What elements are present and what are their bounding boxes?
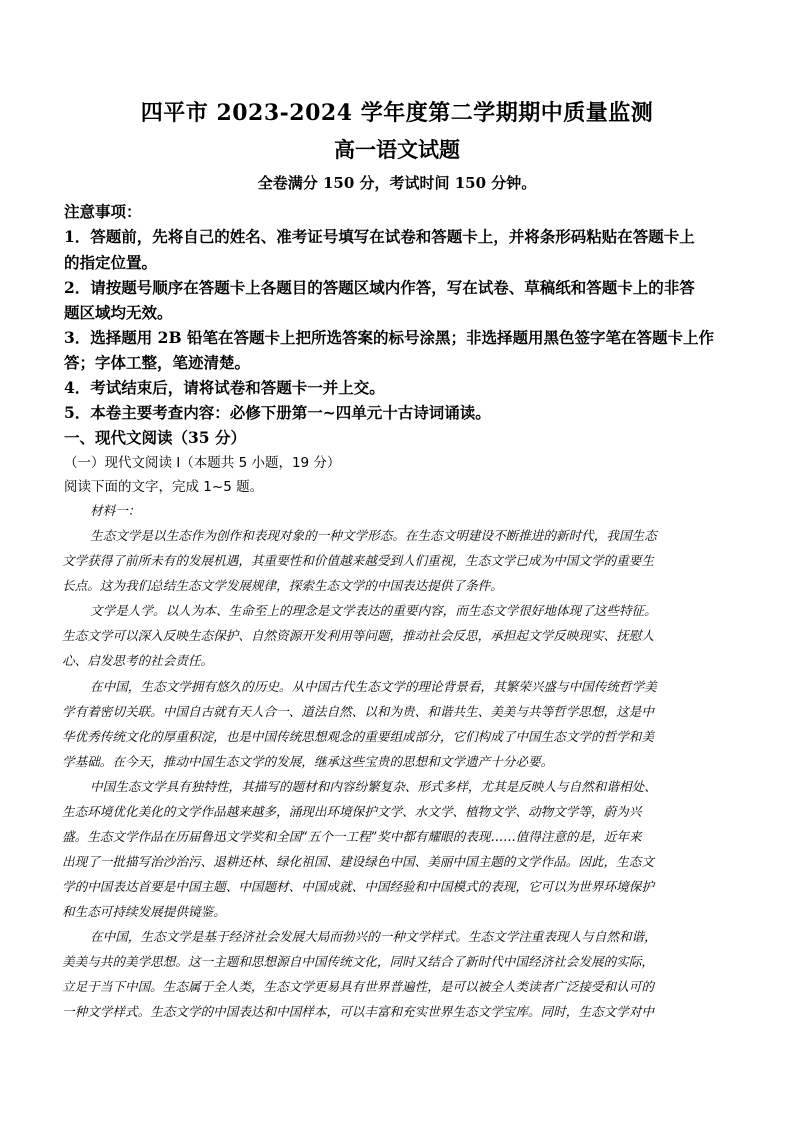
section-sub-heading: （一）现代文阅读 I（本题共 5 小题，19 分） (64, 455, 341, 471)
notice-line: 2．请按题号顺序在答题卡上各题目的答题区域内作答，写在试卷、草稿纸和答题卡上的非答 (64, 278, 695, 297)
material-label: 材料一： (90, 503, 141, 518)
notice-line: 5．本卷主要考查内容：必修下册第一~四单元十古诗词诵读。 (64, 403, 491, 422)
material-line: 心、启发思考的社会责任。 (62, 653, 214, 668)
material-line: 学基础。在今天，推动中国生态文学的发展，继承这些宝贵的思想和文学遗产十分必要。 (62, 754, 554, 769)
material-line: 在中国，生态文学是基于经济社会发展大局而勃兴的一种文学样式。生态文学注重表现人与自然和谐， (90, 929, 657, 944)
exam-info: 全卷满分 150 分，考试时间 150 分钟。 (257, 174, 537, 192)
material-line: 文学获得了前所未有的发展机遇，其重要性和价值越来越受到人们重视，生态文学已成为中国文学的重要生 (62, 553, 654, 568)
material-line: 长点。这为我们总结生态文学发展规律，探索生态文学的中国表达提供了条件。 (62, 578, 503, 593)
section-heading: 一、现代文阅读（35 分） (64, 428, 246, 447)
material-line: 文学是人学。以人为本、生命至上的理念是文学表达的重要内容，而生态文学很好地体现了这些特征。 (90, 603, 657, 618)
material-line: 生态文学可以深入反映生态保护、自然资源开发利用等问题，推动社会反思，承担起文学反映现实、抚慰人 (62, 628, 654, 643)
notice-line: 的指定位置。 (64, 253, 158, 272)
section-instruction: 阅读下面的文字，完成 1~5 题。 (64, 479, 264, 495)
material-line: 立足于当下中国。生态属于全人类，生态文学更易具有世界普遍性，是可以被全人类读者广泛接受和认可的 (62, 979, 654, 994)
material-line: 一种文学样式。生态文学的中国表达和中国样本，可以丰富和充实世界生态文学宝库。同时，生态文学对中 (62, 1004, 654, 1019)
material-line: 学有着密切关联。中国自古就有天人合一、道法自然、以和为贵、和谐共生、美美与共等哲学思想，这是中 (62, 704, 654, 719)
exam-subtitle: 高一语文试题 (334, 137, 460, 162)
material-line: 盛。生态文学作品在历届鲁迅文学奖和全国“五个一工程”奖中都有耀眼的表现……值得注意的是，近年来 (62, 829, 642, 844)
notice-line: 1．答题前，先将自己的姓名、准考证号填写在试卷和答题卡上，并将条形码粘贴在答题卡上 (64, 227, 695, 246)
material-line: 出现了一批描写治沙治污、退耕还林、绿化祖国、建设绿色中国、美丽中国主题的文学作品。因此，生态文 (62, 854, 654, 869)
material-line: 中国生态文学具有独特性，其描写的题材和内容纷繁复杂、形式多样，尤其是反映人与自然和谐相处、 (90, 779, 657, 794)
notice-line: 3．选择题用 2B 铅笔在答题卡上把所选答案的标号涂黑；非选择题用黑色签字笔在答题卡上作 (64, 328, 714, 347)
material-line: 生态文学是以生态作为创作和表现对象的一种文学形态。在生态文明建设不断推进的新时代，我国生态 (90, 528, 657, 543)
material-line: 和生态可持续发展提供镜鉴。 (62, 904, 226, 919)
material-line: 美美与共的美学思想。这一主题和思想源自中国传统文化，同时又结合了新时代中国经济社会发展的实际， (62, 954, 654, 969)
material-line: 学的中国表达首要是中国主题、中国题材、中国成就、中国经验和中国模式的表现，它可以为世界环境保护 (62, 879, 654, 894)
exam-title: 四平市 2023-2024 学年度第二学期期中质量监测 (140, 100, 654, 126)
notice-line: 答；字体工整，笔迹清楚。 (64, 353, 251, 372)
notice-line: 题区域均无效。 (64, 303, 173, 322)
material-line: 生态环境优化美化的文学作品越来越多，涌现出环境保护文学、水文学、植物文学、动物文学等，蔚为兴 (62, 804, 642, 819)
notice-heading: 注意事项： (64, 202, 142, 221)
material-line: 华优秀传统文化的厚重积淀，也是中国传统思想观念的重要组成部分，它们构成了中国生态文学的哲学和美 (62, 729, 654, 744)
notice-line: 4．考试结束后，请将试卷和答题卡一并上交。 (64, 378, 385, 397)
material-line: 在中国，生态文学拥有悠久的历史。从中国古代生态文学的理论背景看，其繁荣兴盛与中国传统哲学美 (90, 679, 657, 694)
